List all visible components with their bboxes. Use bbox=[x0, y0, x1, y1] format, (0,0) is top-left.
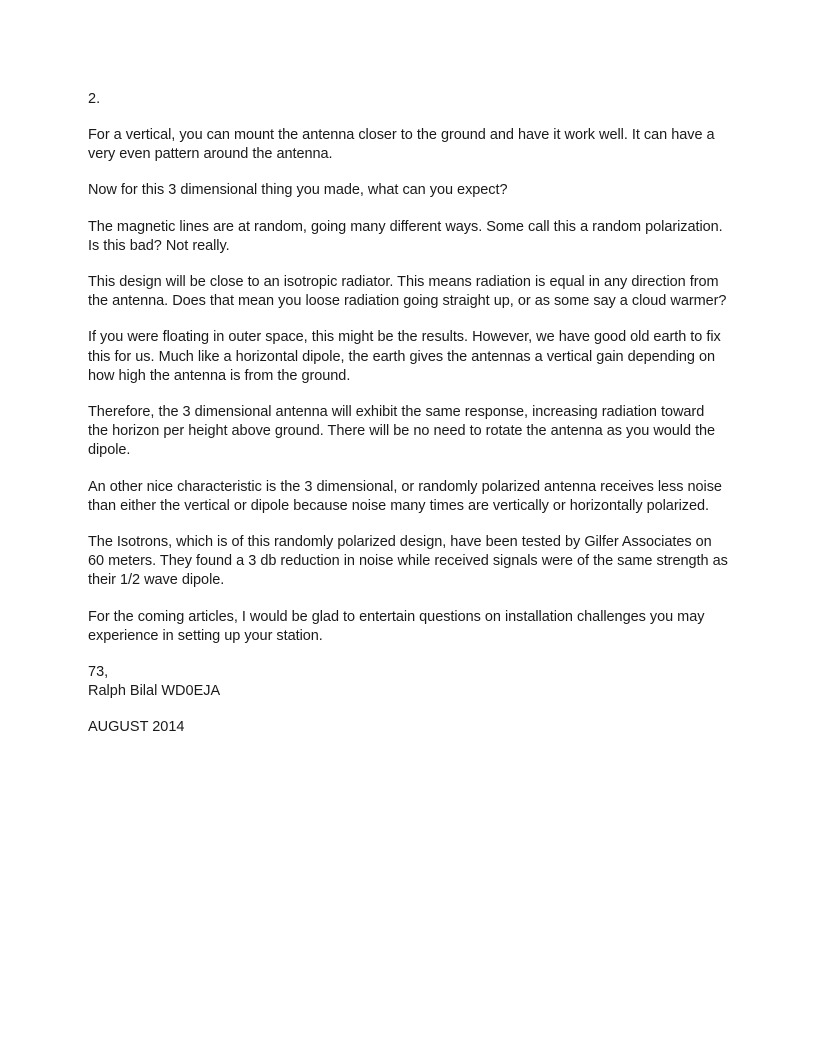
signature-closing: 73, bbox=[88, 664, 109, 681]
signature-block bbox=[88, 663, 728, 701]
page-number: 2. bbox=[88, 91, 101, 107]
body-paragraph-6: Therefore, the 3 dimensional antenna will exhibit the same response, increasing radiation toward the horizon per height above ground. There will be no need to rotate the antenna as you would the dipole. bbox=[88, 404, 716, 459]
document-body bbox=[88, 90, 728, 738]
signature-name: Ralph Bilal WD0EJA bbox=[88, 683, 221, 700]
body-paragraph-7: An other nice characteristic is the 3 dimensional, or randomly polarized antenna receives less noise than either the vertical or dipole because noise many times are vertically or horizontally polarized. bbox=[88, 478, 722, 514]
body-paragraph-3: The magnetic lines are at random, going many different ways. Some call this a random polarization. Is this bad? Not really. bbox=[88, 218, 723, 254]
body-paragraph-4: This design will be close to an isotropic radiator. This means radiation is equal in any direction from the antenna. Does that mean you loose radiation going straight up, or as some say a cloud warmer? bbox=[88, 274, 727, 310]
document-date: AUGUST 2014 bbox=[88, 719, 185, 736]
body-paragraph-8: The Isotrons, which is of this randomly polarized design, have been tested by Gilfer Associates on 60 meters. They found a 3 db reduction in noise while received signals were of the same strength as their 1/2 wave dipole. bbox=[88, 534, 728, 589]
body-paragraph-9: For the coming articles, I would be glad to entertain questions on installation challenges you may experience in setting up your station. bbox=[88, 608, 705, 644]
body-paragraph-1: For a vertical, you can mount the antenna closer to the ground and have it work well. It can have a very even pattern around the antenna. bbox=[88, 127, 715, 163]
body-paragraph-5: If you were floating in outer space, this might be the results. However, we have good old earth to fix this for us. Much like a horizontal dipole, the earth gives the antennas a vertical gain depending on how high the antenna is from the ground. bbox=[88, 329, 721, 384]
body-paragraph-2: Now for this 3 dimensional thing you made, what can you expect? bbox=[88, 182, 508, 199]
